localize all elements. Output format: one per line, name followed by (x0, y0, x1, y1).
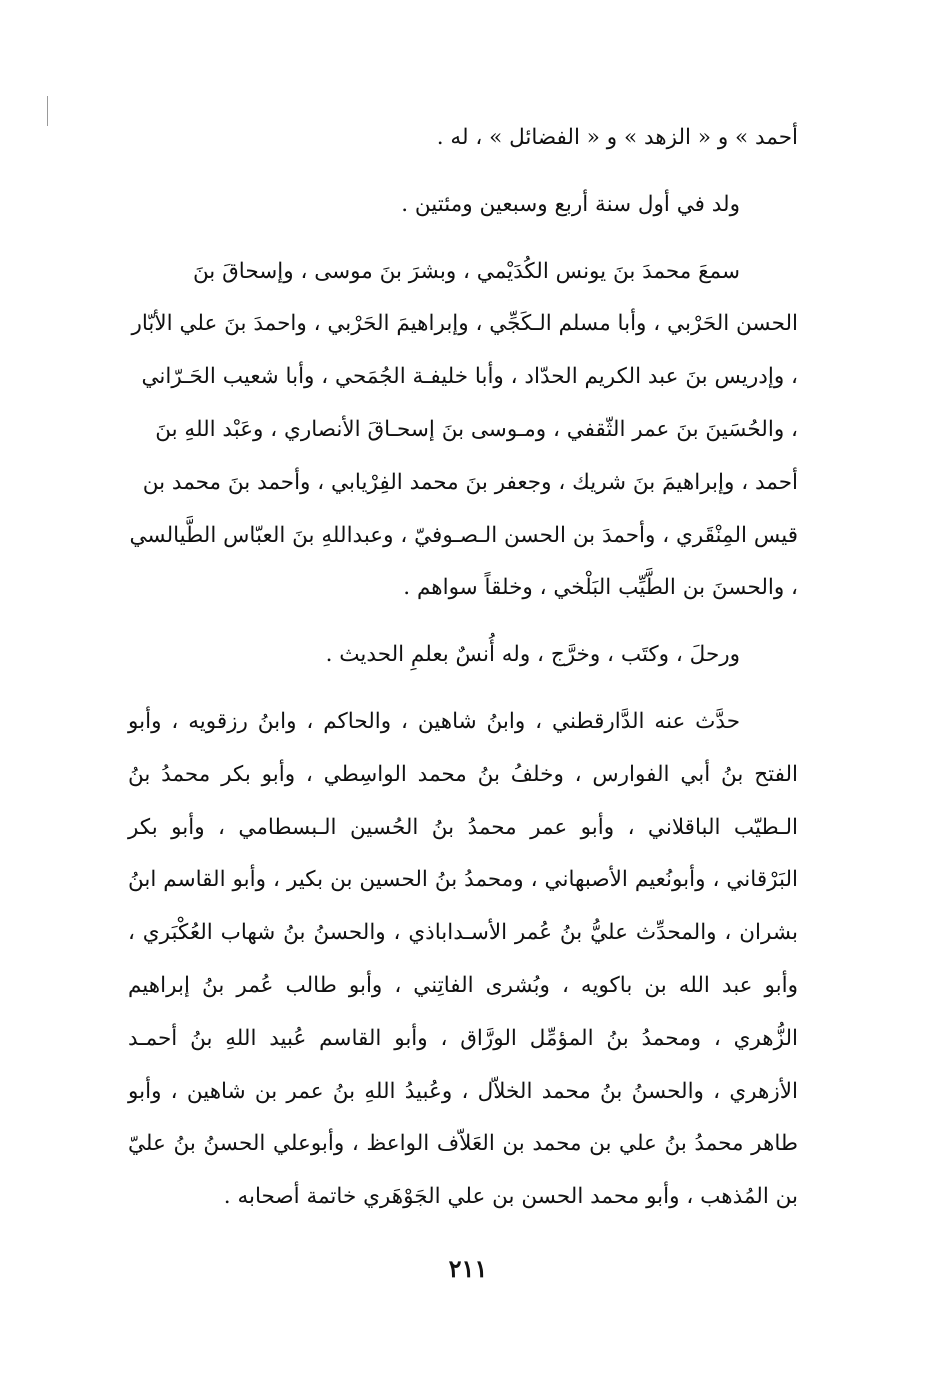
paragraph-students: حدَّث عنه الدَّارقطني ، وابنُ شاهين ، والحاكم ، وابنُ رزقويه ، وأبو الفتح بنُ أبي الفوارس ، وخلفُ بنُ محمد الواسِطي ، وأبو بكر محمدُ بنُ الـطيّب الباقلاني ، وأبو عمر محمدُ بنُ الحُسين الـبسطامي ، وأبو بكر البَرْقاني ، وأبونُعيم الأصبهاني ، ومحمدُ بنُ الحسين بن بكير ، وأبو القاسم ابنُ بشران ، والمحدِّث عليُّ بنُ عُمر الأسـداباذي ، والحسنُ بنُ شهاب العُكْبَري ، وأبو عبد الله بن باكويه ، وبُشرى الفاتِني ، وأبو طالب عُمر بنُ إبراهيم الزُّهري ، ومحمدُ بنُ المؤمِّل الورَّاق ، وأبو القاسم عُبيد اللهِ بنُ أحمـد الأزهري ، والحسنُ بنُ محمد الخلاّل ، وعُبيدُ اللهِ بنُ عمر بن شاهين ، وأبو طاهر محمدُ بنُ علي بن محمد بن العَلاّف الواعظ ، وأبوعلي الحسنُ بنُ عليّ بن المُذهب ، وأبو محمد الحسن بن علي الجَوْهَري خاتمة أصحابه . (128, 708, 798, 1210)
paragraph-birth: ولد في أول سنة أربع وسبعين ومئتين . (401, 191, 740, 217)
margin-mark (47, 96, 48, 126)
paragraph-teachers: سمعَ محمدَ بنَ يونس الكُدَيْمي ، وبشرَ بنَ موسى ، وإسحاقَ بنَ الحسن الحَرْبي ، وأبا مسلم الـكَجِّي ، وإبراهيمَ الحَرْبي ، واحمدَ بنَ علي الأبّار ، وإدريس بنَ عبد الكريم الحدّاد ، وأبا خليفـة الجُمَحي ، وأبا شعيب الحَـرّاني ، والحُسَينَ بنَ عمر الثّقفي ، ومـوسى بنَ إسحـاقَ الأنصاري ، وعَبْد اللهِ بنَ أحمد ، وإبراهيمَ بنَ شريك ، وجعفر بنَ محمد الفِرْيابي ، وأحمد بنَ محمد بن قيس المِنْقَري ، وأحمدَ بن الحسن الـصـوفيّ ، وعبداللهِ بنَ العبّاس الطَّيالسي ، والحسنَ بن الطَّيِّب البَلْخي ، وخلقاً سواهم . (129, 258, 798, 601)
body-text (128, 112, 798, 1224)
page-number: ٢١١ (448, 1254, 488, 1283)
paragraph-works-continuation: أحمد » و « الزهد » و « الفضائل » ، له . (436, 125, 798, 150)
paragraph-travels: ورحلَ ، وكتَب ، وخرَّج ، وله أُنسٌ بعلمِ الحديث . (325, 642, 740, 668)
